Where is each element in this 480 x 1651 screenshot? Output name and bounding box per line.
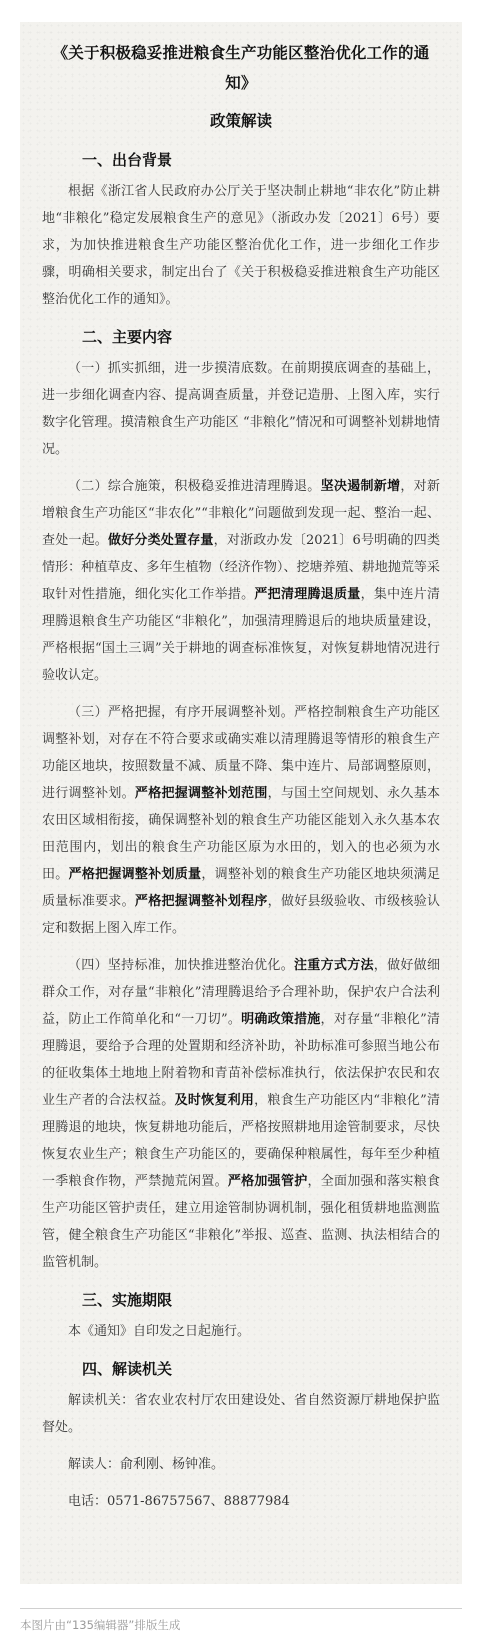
body-paragraph (42, 1451, 440, 1478)
section-heading: 三、实施期限 (82, 1291, 173, 1309)
section-heading: 四、解读机关 (82, 1360, 173, 1378)
body-paragraph (42, 473, 440, 689)
paragraph-text: 解读机关：省农业农村厅农田建设处、省自然资源厅耕地保护监督处。 (42, 1393, 440, 1435)
paragraph-text: 解读人：俞利刚、杨钟准。 (68, 1457, 225, 1472)
emphasis-text: 做好分类处置存量 (108, 533, 214, 548)
paragraph-text: ，全面加强和落实粮食生产功能区管护责任，建立用途管制协调机制，强化租赁耕地监测监管，健全粮食生产功能区“非粮化”举报、巡查、监测、执法相结合的监管机制。 (42, 1174, 440, 1270)
paragraph-text: ，做好县级验收、市级核验认定和数据上图入库工作。 (42, 894, 440, 936)
document-body (42, 146, 440, 1515)
paragraph-text: ，做好做细群众工作，对存量“非粮化”清理腾退给予合理补助，保护农户合法利益，防止工作简单化和“一刀切”。 (42, 958, 440, 1027)
paragraph-text: （一）抓实抓细，进一步摸清底数。在前期摸底调查的基础上，进一步细化调查内容、提高调查质量，并登记造册、上图入库，实行数字化管理。摸清粮食生产功能区 “非粮化”情况和可调整补划耕地情况。 (42, 361, 440, 457)
document-title: 《关于积极稳妥推进粮食生产功能区整治优化工作的通知》 (52, 44, 430, 92)
section-heading: 二、主要内容 (82, 328, 173, 346)
paragraph-text: 根据《浙江省人民政府办公厅关于坚决制止耕地“非农化”防止耕地“非粮化”稳定发展粮食生产的意见》（浙政办发〔2021〕6号）要求，为加快推进粮食生产功能区整治优化工作，进一步细化工作步骤，明确相关要求，制定出台了《关于积极稳妥推进粮食生产功能区整治优化工作的通知》。 (42, 184, 440, 307)
body-paragraph (42, 1488, 440, 1515)
paragraph-text: 电话：0571-86757567、88877984 (68, 1494, 290, 1509)
paragraph-text: （四）坚持标准，加快推进整治优化。 (68, 958, 295, 973)
paragraph-text: ，粮食生产功能区内“非粮化”清理腾退的地块，恢复耕地功能后，严格按照耕地用途管制要求，尽快恢复农业生产；粮食生产功能区的，要确保种粮属性，每年至少种植一季粮食作物，严禁抛荒闲置。 (42, 1093, 440, 1189)
emphasis-text: 及时恢复利用 (174, 1093, 255, 1108)
emphasis-text: 严把清理腾退质量 (254, 587, 361, 602)
paragraph-text: ，对浙政办发〔2021〕6号明确的四类情形：种植草皮、多年生植物（经济作物）、挖塘养殖、耕地抛荒等采取针对性措施，细化实化工作举措。 (42, 533, 440, 602)
body-paragraph (42, 952, 440, 1276)
emphasis-text: 严格把握调整补划质量 (68, 867, 202, 882)
paragraph-text: ，对新增粮食生产功能区“非农化”“非粮化”问题做到发现一起、整治一起、查处一起。 (42, 479, 440, 548)
emphasis-text: 坚决遏制新增 (320, 479, 401, 494)
paragraph-text: （二）综合施策，积极稳妥推进清理腾退。 (68, 479, 321, 494)
emphasis-text: 严格加强管护 (227, 1174, 308, 1189)
body-paragraph (42, 355, 440, 463)
paragraph-text: 本《通知》自印发之日起施行。 (68, 1324, 251, 1339)
body-paragraph (42, 1387, 440, 1441)
document-subtitle: 政策解读 (209, 112, 272, 130)
body-paragraph (42, 178, 440, 313)
document-paper (20, 22, 462, 1584)
paragraph-text: ，集中连片清理腾退粮食生产功能区“非粮化”，加强清理腾退后的地块质量建设，严格根据“国土三调”关于耕地的调查标准恢复，对恢复耕地情况进行验收认定。 (42, 587, 440, 683)
body-paragraph (42, 1318, 440, 1345)
footer-divider (20, 1608, 462, 1609)
emphasis-text: 严格把握调整补划范围 (134, 786, 268, 801)
body-paragraph (42, 699, 440, 942)
paragraph-text: ，调整补划的粮食生产功能区地块须满足质量标准要求。 (42, 867, 440, 909)
emphasis-text: 注重方式方法 (294, 958, 374, 973)
paragraph-text: （三）严格把握，有序开展调整补划。严格控制粮食生产功能区调整补划，对存在不符合要求或确实难以清理腾退等情形的粮食生产功能区地块，按照数量不减、质量不降、集中连片、局部调整原则，进行调整补划。 (42, 705, 440, 801)
paragraph-text: ，对存量“非粮化”清理腾退，要给予合理的处置期和经济补助，补助标准可参照当地公布的征收集体土地地上附着物和青苗补偿标准执行，依法保护农民和农业生产者的合法权益。 (42, 1012, 440, 1108)
footer-credit: 本图片由“135编辑器”排版生成 (20, 1618, 181, 1632)
emphasis-text: 严格把握调整补划程序 (134, 894, 268, 909)
emphasis-text: 明确政策措施 (241, 1012, 321, 1027)
section-heading: 一、出台背景 (82, 151, 173, 169)
paragraph-text: ，与国土空间规划、永久基本农田区域相衔接，确保调整补划的粮食生产功能区能划入永久基本农田范围内，划出的粮食生产功能区原为水田的，划入的也必须为水田。 (42, 786, 440, 882)
